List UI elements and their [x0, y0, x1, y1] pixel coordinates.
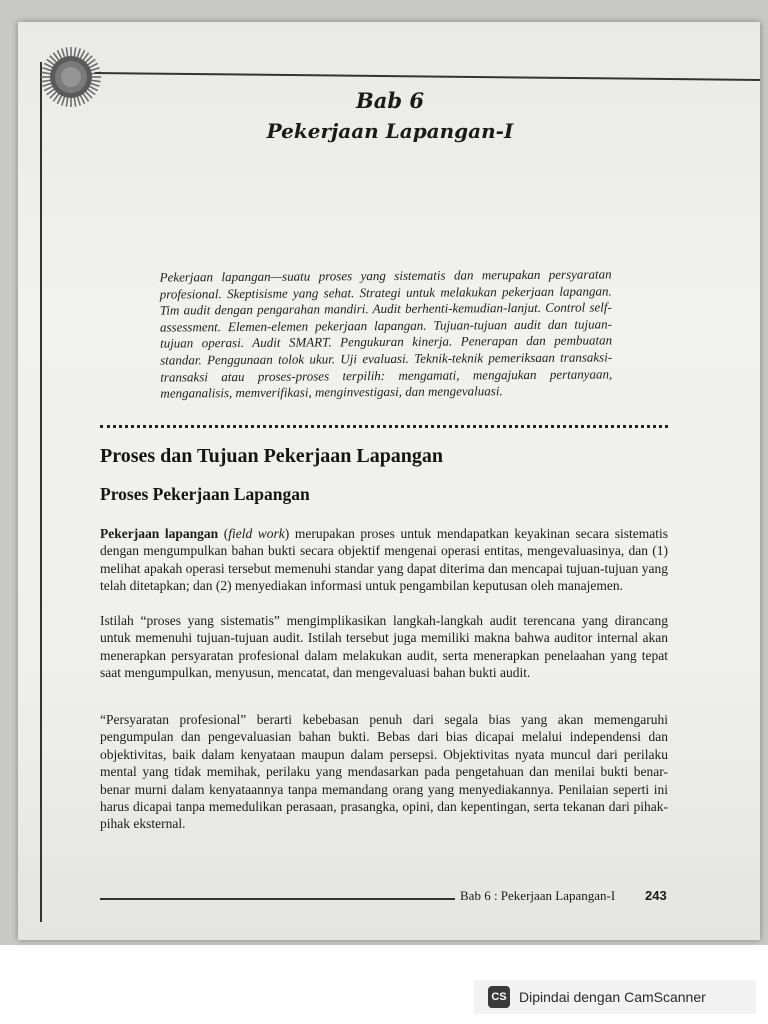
- watermark-text: Dipindai dengan CamScanner: [519, 989, 706, 1005]
- gear-ornament-icon: [40, 46, 102, 108]
- camscanner-logo-icon: CS: [488, 986, 510, 1008]
- binding-line: [40, 62, 42, 922]
- paren-open: (: [218, 526, 229, 541]
- chapter-heading: [240, 88, 540, 143]
- chapter-summary: Pekerjaan lapangan—suatu proses yang sistematis dan merupakan persyaratan profesional. Skeptisisme yang sehat. Strategi untuk melakukan pekerjaan lapangan. Tim audit dengan pengarahan mandiri. Audit berhenti-kemudian-lanjut. Control self-assessment. Elemen-elemen pekerjaan lapangan. Tujuan-tujuan audit dan tujuan-tujuan operasi. Audit SMART. Pengukuran kinerja. Penerapan dan pembuatan standar. Penggunaan tolok ukur. Uji evaluasi. Teknik-teknik pemeriksaan transaksi-transaksi atau proses-proses terpilih: mengamati, mengajukan pertanyaan, menganalisis, memverifikasi, menginvestigasi, dan mengevaluasi.: [159, 266, 613, 401]
- subsection-heading: Proses Pekerjaan Lapangan: [100, 484, 310, 504]
- camscanner-watermark: [474, 980, 756, 1014]
- term-bold: Pekerjaan lapangan: [100, 526, 219, 541]
- paragraph-1: [100, 525, 668, 595]
- chapter-title: Pekerjaan Lapangan-I: [266, 119, 514, 143]
- section-heading: Proses dan Tujuan Pekerjaan Lapangan: [100, 445, 444, 467]
- term-english: field work: [228, 526, 285, 541]
- page-number: 243: [645, 888, 667, 903]
- footer-rule: [100, 898, 455, 900]
- paragraph-1-rest: ) merupakan proses untuk mendapatkan keyakinan secara sistematis dengan mengumpulkan bahan bukti secara objektif mengenai operasi entitas, mengevaluasinya, dan (1) melihat apakah operasi tersebut memenuhi standar yang dapat diterima dan mencapai tujuan-tujuan yang telah ditetapkan; dan (2) menyediakan informasi untuk pengambilan keputusan oleh manajemen.: [100, 526, 669, 594]
- footer-chapter-ref: Bab 6 : Pekerjaan Lapangan-I: [460, 888, 616, 903]
- dotted-divider: [100, 425, 668, 428]
- chapter-number: Bab 6: [356, 88, 424, 113]
- paragraph-3: “Persyaratan profesional” berarti kebebasan penuh dari segala bias yang akan memengaruhi pengumpulan dan pengevaluasian bahan bukti. Bebas dari bias dicapai melalui independensi dan objektivitas, baik dalam kenyataan maupun dalam persepsi. Objektivitas nyata muncul dari perilaku mental yang tidak memihak, perilaku yang mendasarkan pada pengetahuan dan menilai bukti benar-benar murni dalam kenyataannya tanpa memandang orang yang menyediakannya. Penilaian seperti ini harus dicapai tanpa memedulikan perasaan, prasangka, opini, dan kepentingan, serta tekanan dari pihak-pihak eksternal.: [100, 712, 668, 832]
- paragraph-2: Istilah “proses yang sistematis” mengimplikasikan langkah-langkah audit terencana yang dirancang untuk memenuhi tujuan-tujuan audit. Istilah tersebut juga memiliki makna bahwa auditor internal akan menerapkan persyaratan profesional dalam melakukan audit, serta menerapkan penelaahan yang tepat saat mengumpulkan, menyusun, mencatat, dan mengevaluasi bahan bukti audit.: [100, 613, 668, 681]
